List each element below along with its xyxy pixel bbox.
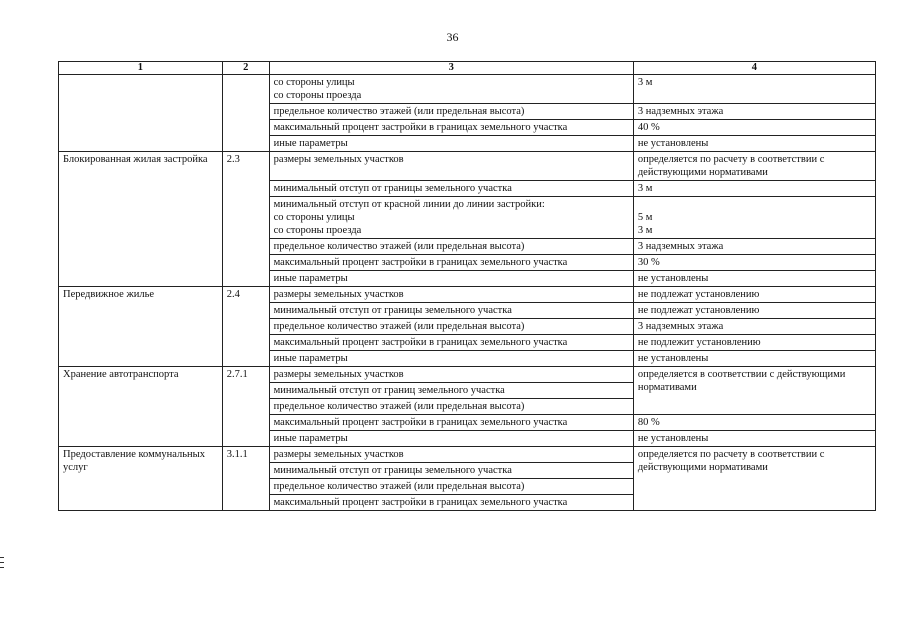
text-line: максимальный процент застройки в границах земельного участка <box>273 337 568 348</box>
parameter-name <box>269 120 633 136</box>
use-type-code: 2.3 <box>222 152 269 287</box>
parameter-name <box>269 463 633 479</box>
column-header-1: 1 <box>59 62 223 75</box>
text-line: минимальный отступ от красной линии до линии застройки: <box>273 199 545 210</box>
page-number: 36 <box>446 30 459 44</box>
text-line: минимальный отступ от границы земельного участка <box>273 183 512 194</box>
text-line: предельное количество этажей (или предельная высота) <box>273 241 525 252</box>
text-line: максимальный процент застройки в границах земельного участка <box>273 122 568 133</box>
parameter-value: 3 надземных этажа <box>633 319 875 335</box>
parameter-name <box>269 431 633 447</box>
parameter-value: 40 % <box>633 120 875 136</box>
text-line: максимальный процент застройки в границах земельного участка <box>273 497 568 508</box>
parameter-name <box>269 399 633 415</box>
use-type-name: Передвижное жилье <box>59 287 223 367</box>
text-line: иные параметры <box>273 353 348 364</box>
text-line: размеры земельных участков <box>273 369 404 380</box>
parameter-value: 80 % <box>633 415 875 431</box>
parameter-name <box>269 479 633 495</box>
parameter-value: 3 м <box>633 75 875 104</box>
text-line: со стороны улицы <box>273 212 355 223</box>
parameter-name <box>269 181 633 197</box>
parameter-name <box>269 415 633 431</box>
use-type-name: Хранение автотранспорта <box>59 367 223 447</box>
parameter-name <box>269 287 633 303</box>
parameter-value: не установлены <box>633 431 875 447</box>
parameter-name <box>269 255 633 271</box>
parameter-name <box>269 136 633 152</box>
parameter-value: не подлежат установлению <box>633 287 875 303</box>
parameter-name <box>269 383 633 399</box>
column-header-2: 2 <box>222 62 269 75</box>
use-type-name: Блокированная жилая застройка <box>59 152 223 287</box>
parameter-value: определяется в соответствии с действующими нормативами <box>633 367 875 415</box>
use-type-code: 2.4 <box>222 287 269 367</box>
parameter-value <box>633 197 875 239</box>
parameter-name <box>269 367 633 383</box>
parameter-value: не подлежат установлению <box>633 303 875 319</box>
parameter-name <box>269 75 633 104</box>
text-line <box>638 198 871 211</box>
parameter-name <box>269 495 633 511</box>
text-line: минимальный отступ от границы земельного участка <box>273 305 512 316</box>
text-line: иные параметры <box>273 273 348 284</box>
text-line: со стороны улицы <box>273 77 355 88</box>
parameter-value: определяется по расчету в соответствии с действующими нормативами <box>633 152 875 181</box>
use-type-code <box>222 75 269 152</box>
parameter-name <box>269 104 633 120</box>
parameter-name <box>269 303 633 319</box>
parameter-name <box>269 335 633 351</box>
parameter-value: 3 надземных этажа <box>633 104 875 120</box>
text-line: со стороны проезда <box>273 90 362 101</box>
parameter-name <box>269 152 633 181</box>
parameter-value: 30 % <box>633 255 875 271</box>
text-line: предельное количество этажей (или предельная высота) <box>273 106 525 117</box>
column-header-4: 4 <box>633 62 875 75</box>
parameter-value: не установлены <box>633 351 875 367</box>
text-line: предельное количество этажей (или предельная высота) <box>273 481 525 492</box>
parameter-value: не подлежит установлению <box>633 335 875 351</box>
parameter-name <box>269 319 633 335</box>
use-type-code: 3.1.1 <box>222 447 269 511</box>
parameter-name <box>269 351 633 367</box>
table-body <box>59 75 876 511</box>
text-line: предельное количество этажей (или предельная высота) <box>273 321 525 332</box>
text-line: максимальный процент застройки в границах земельного участка <box>273 417 568 428</box>
use-type-name: Предоставление коммунальных услуг <box>59 447 223 511</box>
text-line: размеры земельных участков <box>273 449 404 460</box>
parameter-name <box>269 447 633 463</box>
zoning-parameters-table <box>58 61 876 511</box>
text-line: минимальный отступ от границы земельного участка <box>273 465 512 476</box>
parameter-value: определяется по расчету в соответствии с действующими нормативами <box>633 447 875 511</box>
table-row <box>59 75 876 104</box>
text-line: размеры земельных участков <box>273 289 404 300</box>
text-line: размеры земельных участков <box>273 154 404 165</box>
column-header-3: 3 <box>269 62 633 75</box>
table-row <box>59 287 876 303</box>
text-line: иные параметры <box>273 138 348 149</box>
table-row <box>59 152 876 181</box>
use-type-name <box>59 75 223 152</box>
parameter-value: 3 м <box>633 181 875 197</box>
use-type-code: 2.7.1 <box>222 367 269 447</box>
table-row <box>59 367 876 383</box>
parameter-name <box>269 271 633 287</box>
parameter-value: не установлены <box>633 136 875 152</box>
text-line: предельное количество этажей (или предельная высота) <box>273 401 525 412</box>
text-line: минимальный отступ от границ земельного участка <box>273 385 505 396</box>
text-line: 3 м <box>637 225 653 236</box>
parameter-name <box>269 197 633 239</box>
table-row <box>59 447 876 463</box>
binding-mark <box>0 553 6 583</box>
header-row <box>59 62 876 75</box>
parameter-value: не установлены <box>633 271 875 287</box>
text-line: 5 м <box>637 212 653 223</box>
text-line: максимальный процент застройки в границах земельного участка <box>273 257 568 268</box>
text-line: со стороны проезда <box>273 225 362 236</box>
text-line: иные параметры <box>273 433 348 444</box>
parameter-name <box>269 239 633 255</box>
parameter-value: 3 надземных этажа <box>633 239 875 255</box>
